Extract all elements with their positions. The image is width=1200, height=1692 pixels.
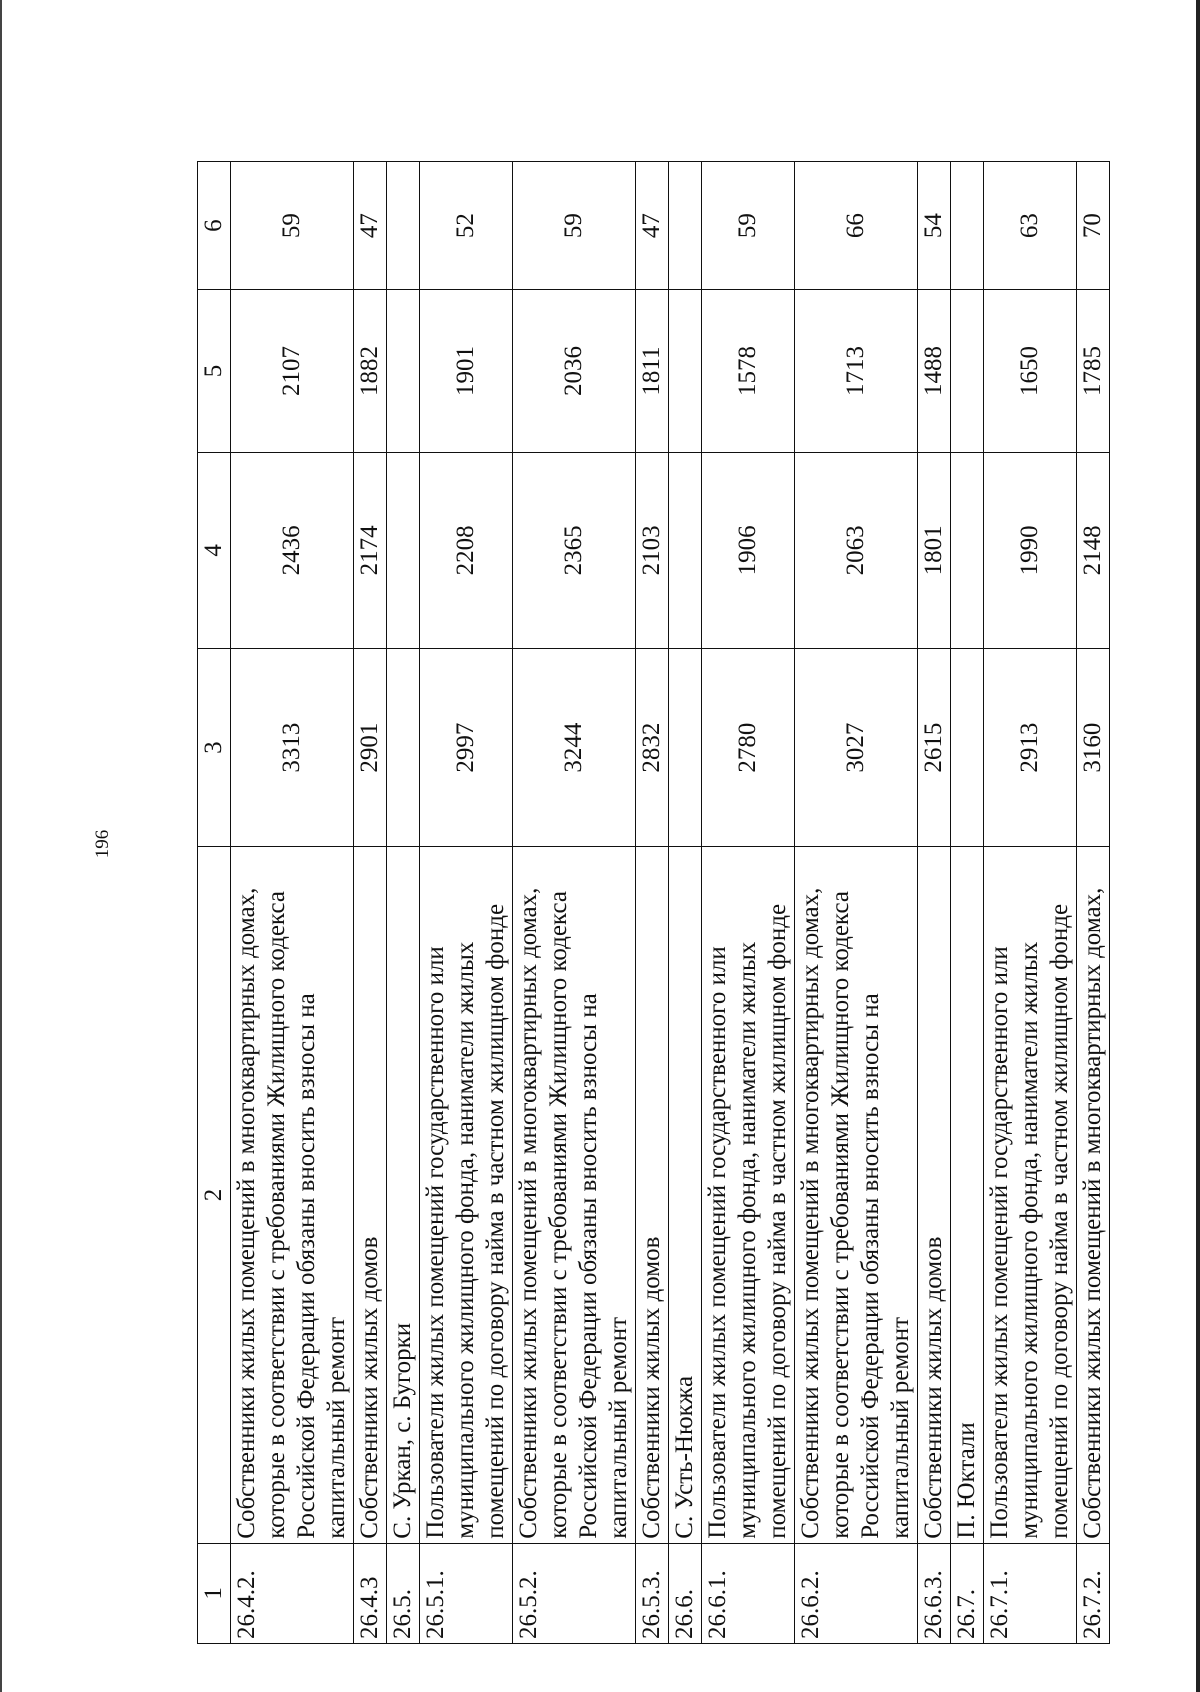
header-cell-6: 6	[198, 162, 231, 290]
row-value-6: 52	[420, 162, 513, 290]
row-code: 26.6.2.	[795, 1543, 918, 1643]
row-code: 26.4.3	[354, 1543, 387, 1643]
row-value-4: 2148	[1077, 452, 1110, 648]
section-row	[387, 162, 420, 1644]
row-value-3: 2780	[702, 648, 795, 846]
row-value-3: 2901	[354, 648, 387, 846]
row-value-3	[669, 648, 702, 846]
row-category: Пользователи жилых помещений государственного или муниципального жилищного фонда, наниматели жилых помещений по договору найма в частном жилищном фонде	[984, 847, 1077, 1543]
table-row	[513, 162, 636, 1644]
row-code: 26.6.1.	[702, 1543, 795, 1643]
row-value-6: 63	[984, 162, 1077, 290]
row-value-5: 1811	[636, 290, 669, 453]
row-value-3	[951, 648, 984, 846]
table-row	[702, 162, 795, 1644]
row-code: 26.5.1.	[420, 1543, 513, 1643]
row-code: 26.7.	[951, 1543, 984, 1643]
row-code: 26.5.2.	[513, 1543, 636, 1643]
row-category: Собственники жилых домов	[636, 847, 669, 1543]
row-value-3: 2832	[636, 648, 669, 846]
row-value-5: 1713	[795, 290, 918, 453]
table-row	[918, 162, 951, 1644]
header-cell-5: 5	[198, 290, 231, 453]
row-value-5: 2036	[513, 290, 636, 453]
row-value-5: 1785	[1077, 290, 1110, 453]
row-value-5: 1882	[354, 290, 387, 453]
row-value-3	[387, 648, 420, 846]
row-value-4: 1990	[984, 452, 1077, 648]
row-locality: С. Усть-Нюкжа	[669, 847, 702, 1543]
row-value-4: 2063	[795, 452, 918, 648]
row-code: 26.4.2.	[231, 1543, 354, 1643]
row-value-5	[669, 290, 702, 453]
row-value-3: 3027	[795, 648, 918, 846]
row-category: Собственники жилых помещений в многоквартирных домах, которые в соответствии с требованиями Жилищного кодекса Российской Федерации обязаны вносить взносы на капитальный ремонт	[795, 847, 918, 1543]
row-locality: П. Юктали	[951, 847, 984, 1543]
row-value-4: 2365	[513, 452, 636, 648]
row-value-4: 1801	[918, 452, 951, 648]
section-row	[669, 162, 702, 1644]
row-value-5: 1650	[984, 290, 1077, 453]
row-category: Собственники жилых помещений в многоквартирных домах, которые в соответствии с требованиями Жилищного кодекса Российской Федерации обязаны вносить взносы на капитальный ремонт	[231, 847, 354, 1543]
row-value-4: 2174	[354, 452, 387, 648]
row-value-6: 47	[636, 162, 669, 290]
row-value-6: 70	[1077, 162, 1110, 290]
row-code: 26.7.1.	[984, 1543, 1077, 1643]
row-value-6: 54	[918, 162, 951, 290]
row-value-6: 59	[231, 162, 354, 290]
row-value-6: 47	[354, 162, 387, 290]
row-value-4: 2103	[636, 452, 669, 648]
header-cell-3: 3	[198, 648, 231, 846]
row-value-3: 2913	[984, 648, 1077, 846]
row-value-6: 59	[513, 162, 636, 290]
row-code: 26.5.3.	[636, 1543, 669, 1643]
table-row	[795, 162, 918, 1644]
row-value-3: 3160	[1077, 648, 1110, 846]
page-number: 196	[92, 829, 113, 859]
row-value-5: 1901	[420, 290, 513, 453]
header-cell-2: 2	[198, 847, 231, 1543]
row-value-5: 2107	[231, 290, 354, 453]
table-row	[636, 162, 669, 1644]
row-value-4: 1906	[702, 452, 795, 648]
header-row	[198, 162, 231, 1644]
row-value-6	[669, 162, 702, 290]
row-value-4	[951, 452, 984, 648]
section-row	[951, 162, 984, 1644]
table-row	[354, 162, 387, 1644]
row-category: Пользователи жилых помещений государственного или муниципального жилищного фонда, наниматели жилых помещений по договору найма в частном жилищном фонде	[702, 847, 795, 1543]
row-value-5	[951, 290, 984, 453]
table-row	[420, 162, 513, 1644]
header-cell-4: 4	[198, 452, 231, 648]
row-code: 26.5.	[387, 1543, 420, 1643]
row-value-4: 2208	[420, 452, 513, 648]
row-value-3: 2615	[918, 648, 951, 846]
tariff-table	[197, 161, 1110, 1644]
row-code: 26.6.3.	[918, 1543, 951, 1643]
row-value-5	[387, 290, 420, 453]
row-value-5: 1578	[702, 290, 795, 453]
row-value-6: 59	[702, 162, 795, 290]
row-code: 26.7.2.	[1077, 1543, 1110, 1643]
row-value-6	[387, 162, 420, 290]
row-locality: С. Уркан, с. Бугорки	[387, 847, 420, 1543]
table-row	[231, 162, 354, 1644]
row-category: Собственники жилых помещений в многоквартирных домах, которые в соответствии с требованиями Жилищного кодекса Российской Федерации обязаны вносить взносы на капитальный ремонт	[513, 847, 636, 1543]
row-value-6: 66	[795, 162, 918, 290]
row-category: Собственники жилых помещений в многоквартирных домах,	[1077, 847, 1110, 1543]
row-code: 26.6.	[669, 1543, 702, 1643]
table-row	[1077, 162, 1110, 1644]
row-value-5: 1488	[918, 290, 951, 453]
header-cell-1: 1	[198, 1543, 231, 1643]
row-value-4: 2436	[231, 452, 354, 648]
row-category: Пользователи жилых помещений государственного или муниципального жилищного фонда, наниматели жилых помещений по договору найма в частном жилищном фонде	[420, 847, 513, 1543]
row-category: Собственники жилых домов	[354, 847, 387, 1543]
row-value-4	[669, 452, 702, 648]
row-value-3: 3313	[231, 648, 354, 846]
row-value-3: 3244	[513, 648, 636, 846]
row-category: Собственники жилых домов	[918, 847, 951, 1543]
row-value-3: 2997	[420, 648, 513, 846]
row-value-6	[951, 162, 984, 290]
row-value-4	[387, 452, 420, 648]
table-row	[984, 162, 1077, 1644]
